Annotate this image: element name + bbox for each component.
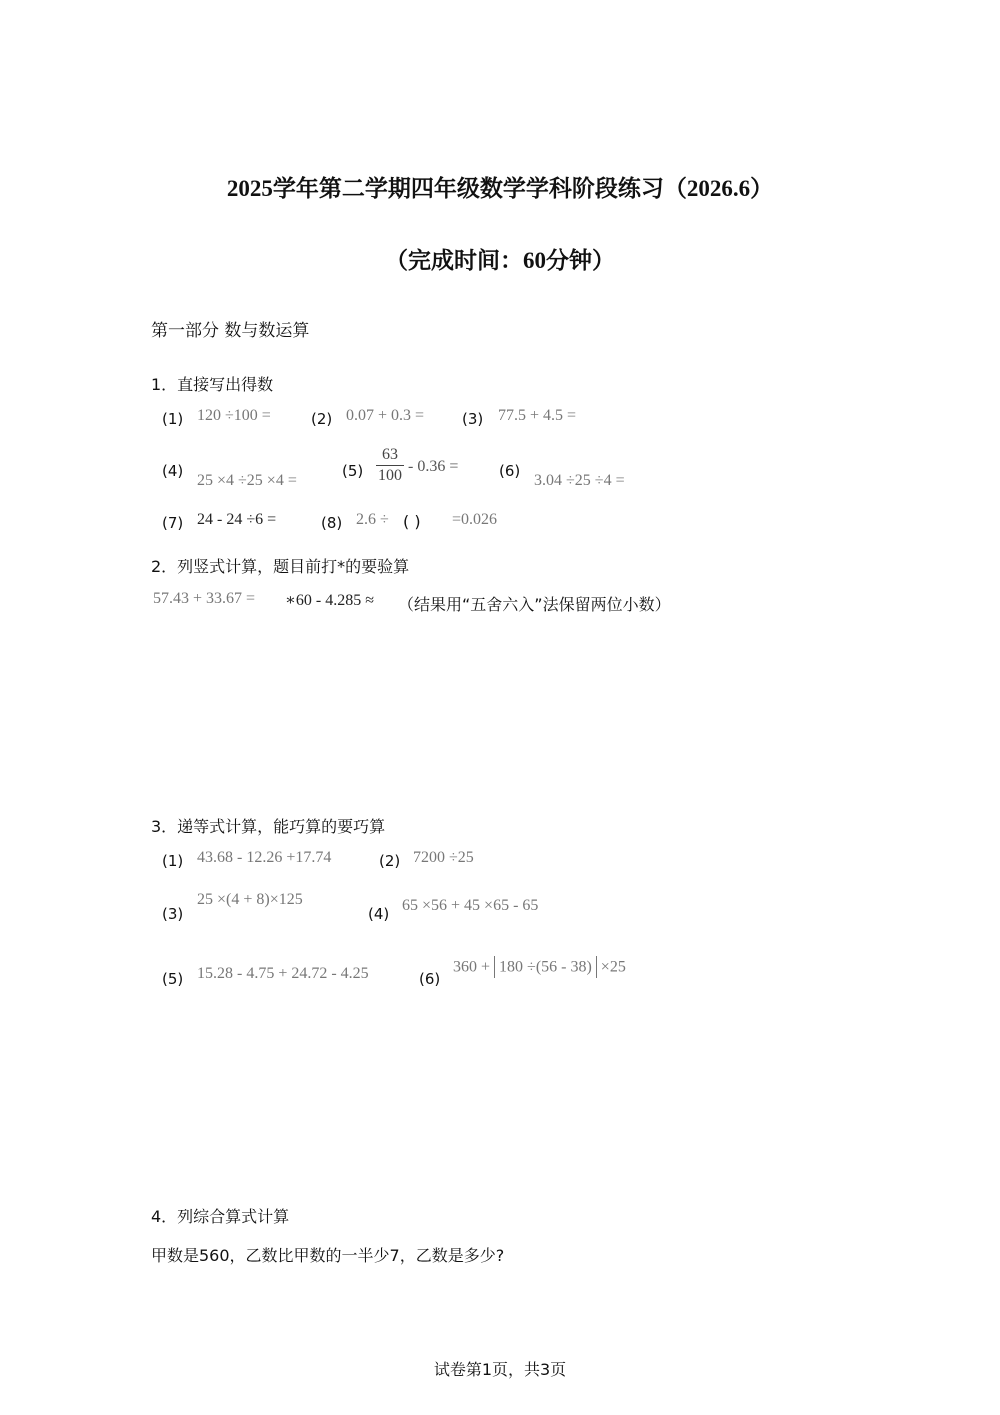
q3-item-4-label: (4): [368, 905, 390, 923]
q3-item-6-expr-b: 180 ÷(56 - 38): [499, 958, 592, 976]
q1-item-3-expr: 77.5 + 4.5 =: [498, 407, 577, 424]
q1-item-8-expr-a: 2.6 ÷: [356, 511, 389, 528]
page-subtitle: （完成时间：60分钟）: [385, 248, 615, 273]
question-4-heading: 4．列综合算式计算: [151, 1207, 290, 1226]
q1-item-6-label: (6): [499, 462, 521, 480]
fraction-denominator: 100: [378, 467, 402, 484]
q1-item-5-label: (5): [342, 462, 364, 480]
q1-item-3-label: (3): [462, 410, 484, 428]
page-footer: 试卷第1页，共3页: [433, 1360, 567, 1379]
q1-item-4-expr: 25 ×4 ÷25 ×4 =: [197, 472, 297, 489]
q2-expr-1: 57.43 + 33.67 =: [153, 590, 256, 607]
question-3-heading: 3．递等式计算，能巧算的要巧算: [151, 817, 386, 836]
q3-item-1-label: (1): [162, 852, 184, 870]
q3-item-1-expr: 43.68 - 12.26 +17.74: [197, 849, 332, 866]
q3-item-6-expr: [453, 956, 626, 978]
q3-item-6-expr-a: 360 +: [453, 958, 491, 976]
q1-item-2-expr: 0.07 + 0.3 =: [346, 407, 425, 424]
q1-item-1-label: (1): [162, 410, 184, 428]
q1-item-8-expr-b: =0.026: [452, 511, 498, 528]
q1-item-1-expr: 120 ÷100 =: [197, 407, 271, 424]
page-title: 2025学年第二学期四年级数学学科阶段练习（2026.6）: [226, 176, 774, 201]
q3-item-6-label: (6): [419, 970, 441, 988]
q4-problem: 甲数是560，乙数比甲数的一半少7，乙数是多少?: [151, 1246, 505, 1265]
q3-item-5-expr: 15.28 - 4.75 + 24.72 - 4.25: [197, 965, 369, 982]
question-1-heading: 1．直接写出得数: [151, 375, 274, 394]
absolute-bracket-left: [494, 956, 495, 978]
question-2-heading: 2．列竖式计算，题目前打*的要验算: [151, 557, 410, 576]
q1-item-2-label: (2): [311, 410, 333, 428]
q3-item-3-expr: 25 ×(4 + 8)×125: [197, 891, 303, 908]
absolute-bracket-right: [596, 956, 597, 978]
q3-item-2-expr: 7200 ÷25: [413, 849, 474, 866]
q1-item-7-label: (7): [162, 514, 184, 532]
q3-item-5-label: (5): [162, 970, 184, 988]
q1-item-4-label: (4): [162, 462, 184, 480]
section-heading: 第一部分 数与数运算: [151, 321, 310, 341]
q1-item-8-label: (8): [321, 514, 343, 532]
q2-expr-2: ∗60 - 4.285 ≈: [285, 592, 374, 609]
q1-item-8-blank: ( ): [403, 512, 421, 531]
q3-item-3-label: (3): [162, 905, 184, 923]
q3-item-4-expr: 65 ×56 + 45 ×65 - 65: [402, 897, 539, 914]
q1-item-5-fraction: [376, 446, 404, 485]
q2-note: （结果用“五舍六入”法保留两位小数）: [398, 595, 671, 614]
q3-item-6-expr-c: ×25: [600, 958, 626, 976]
fraction-numerator: 63: [382, 446, 398, 463]
q1-item-6-expr: 3.04 ÷25 ÷4 =: [534, 472, 625, 489]
q3-item-2-label: (2): [379, 852, 401, 870]
q1-item-7-expr: 24 - 24 ÷6 =: [197, 511, 277, 528]
q1-item-5-expr: - 0.36 =: [408, 458, 459, 475]
